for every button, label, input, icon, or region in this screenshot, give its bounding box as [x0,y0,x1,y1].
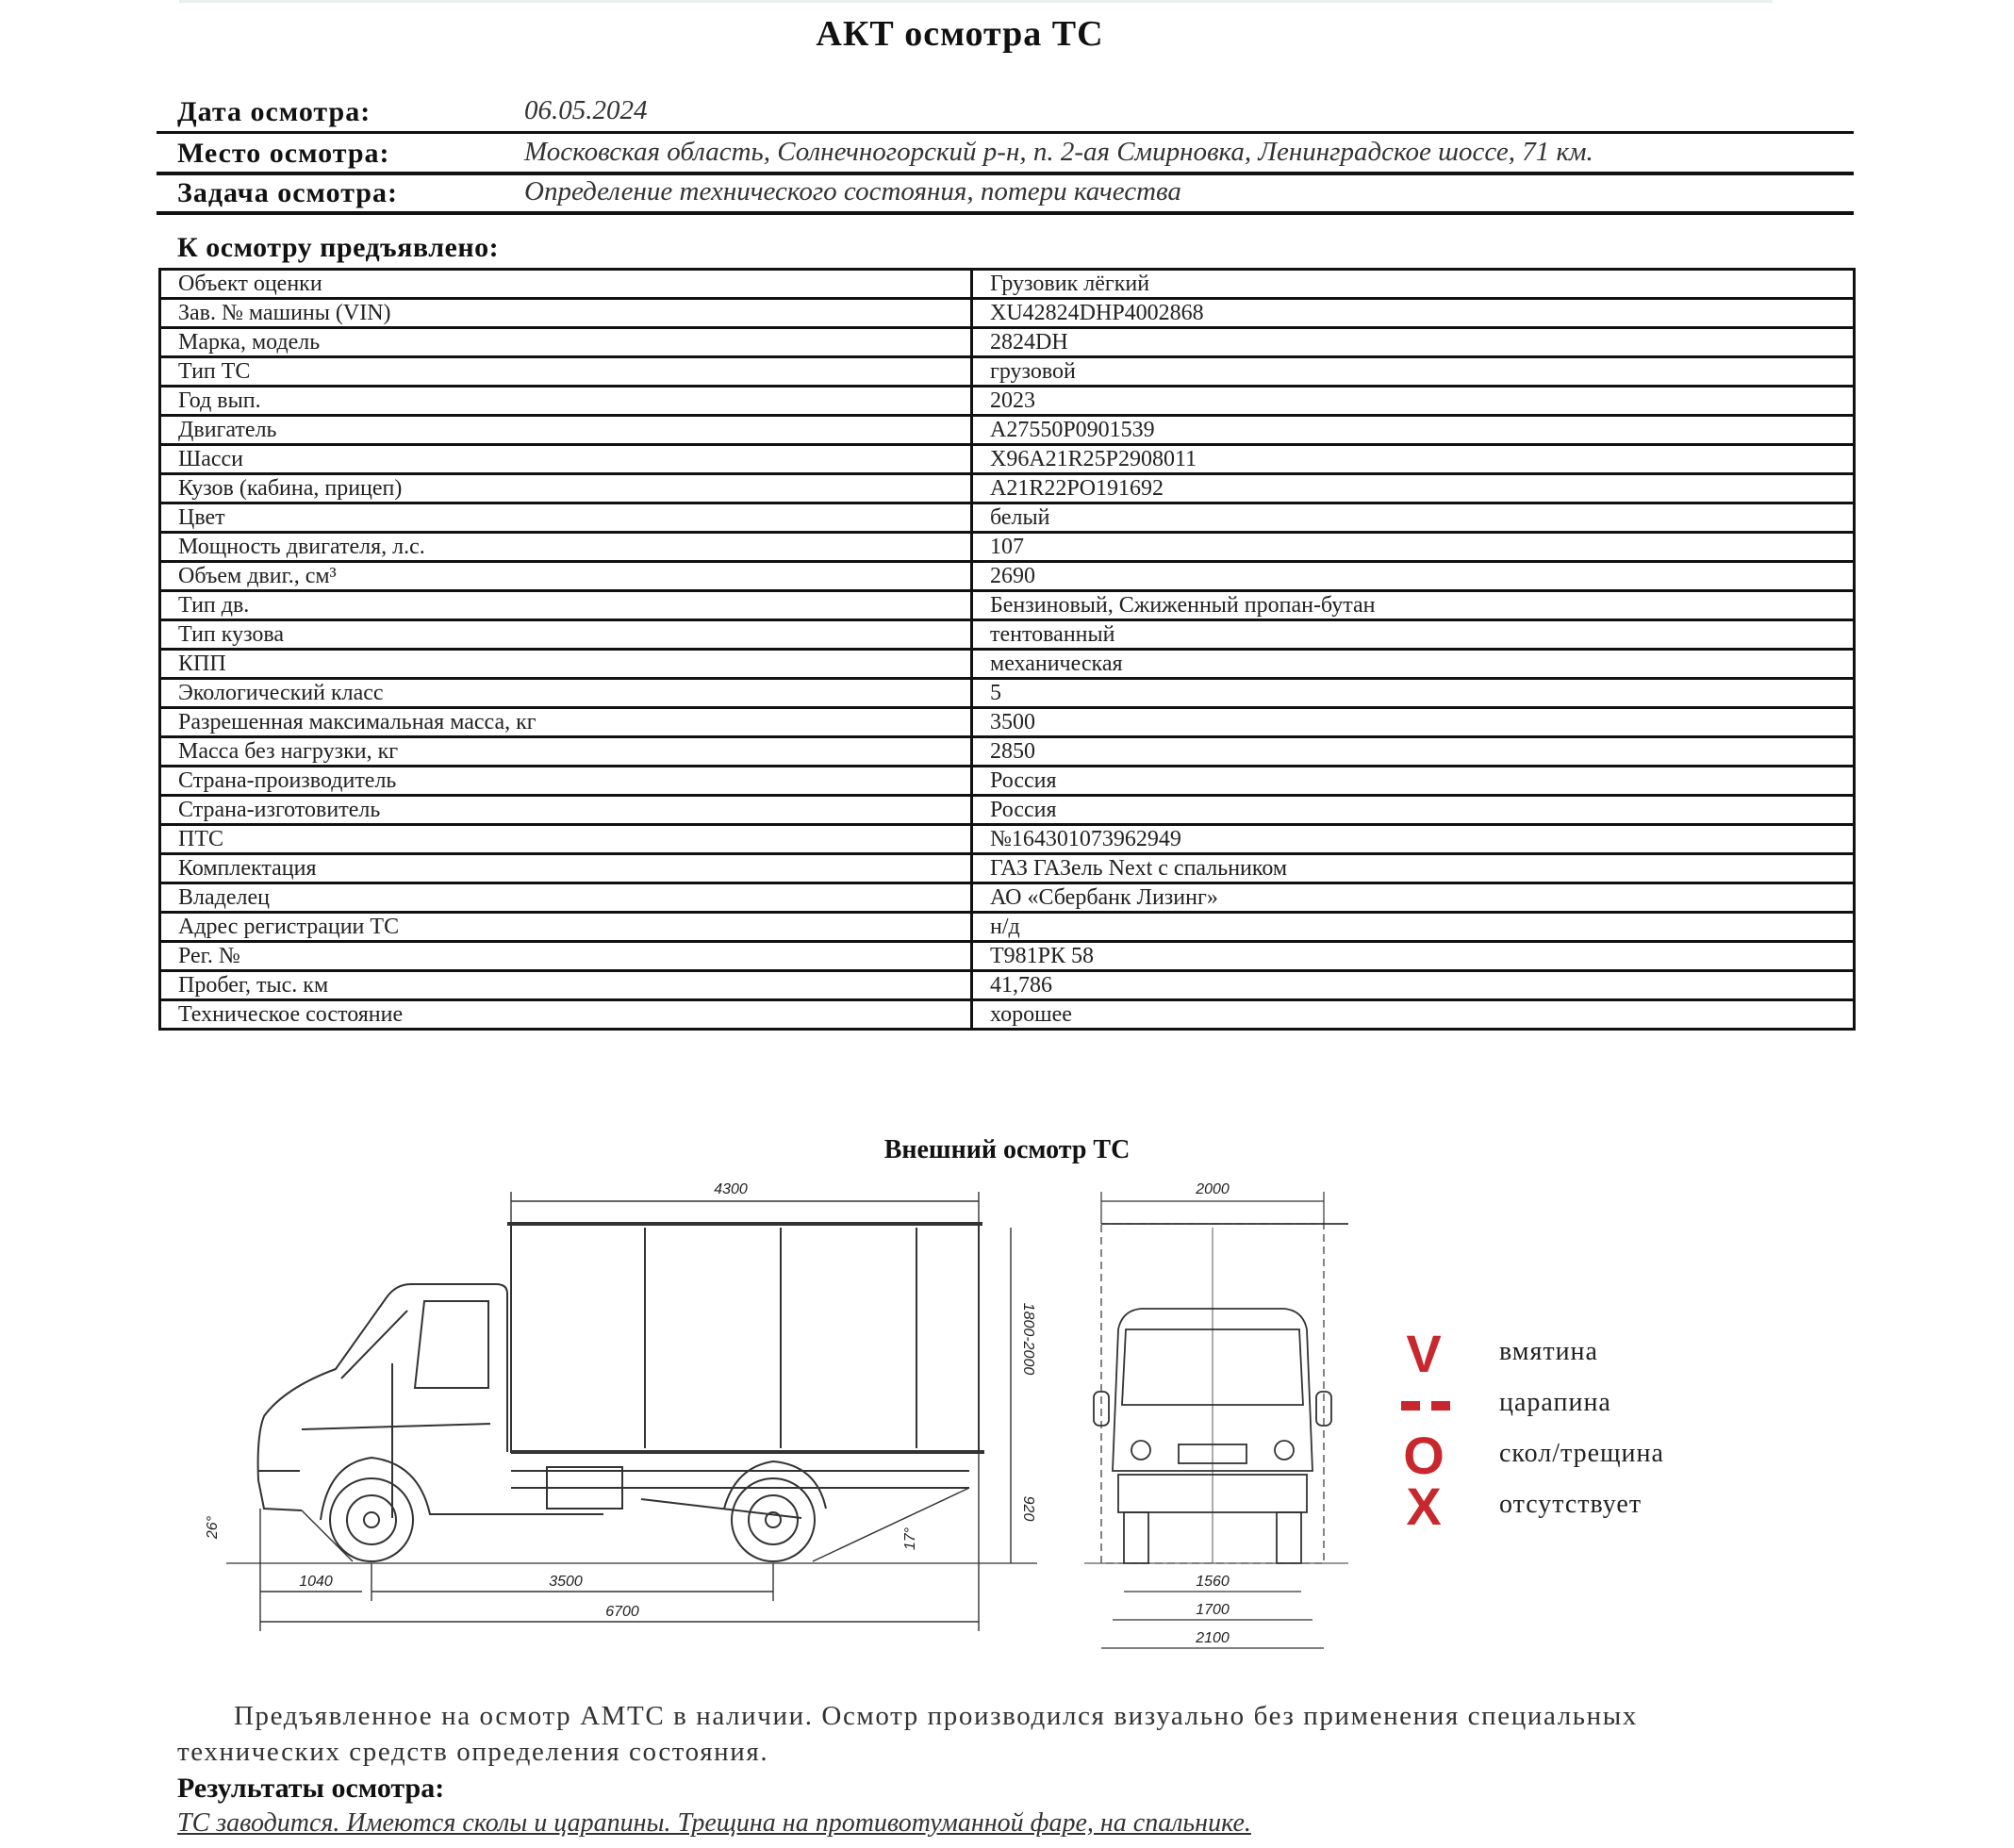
spec-row [160,270,1855,299]
spec-row [160,503,1855,533]
spec-value: 3500 [972,708,1855,737]
spec-row [160,533,1855,562]
dim-height: 1800-2000 [1020,1302,1036,1376]
spec-key: Тип ТС [160,357,972,387]
spec-row [160,913,1855,942]
dim-total-length: 6700 [605,1604,639,1620]
chip-crack-icon: O [1403,1426,1444,1485]
spec-key: Марка, модель [160,328,972,357]
spec-row [160,299,1855,328]
legend-label: отсутствует [1499,1490,1643,1519]
dim-track: 1560 [1196,1574,1230,1590]
spec-value: 107 [972,533,1855,562]
meta-task-row [157,172,1854,211]
front-wheel [330,1478,413,1561]
spec-value: АО «Сбербанк Лизинг» [972,883,1855,913]
spec-key: Зав. № машины (VIN) [160,299,972,328]
spec-value: тентованный [972,620,1855,650]
date-value: 06.05.2024 [524,95,648,125]
spec-row [160,825,1855,854]
spec-key: Двигатель [160,416,972,445]
spec-value: хорошее [972,1000,1855,1030]
cab-outline [258,1284,507,1510]
spec-row [160,854,1855,883]
spec-key: Комплектация [160,854,972,883]
results-heading: Результаты осмотра: [177,1773,445,1804]
spec-value: №164301073962949 [972,825,1855,854]
dent-icon: V [1406,1324,1442,1383]
spec-row [160,679,1855,708]
spec-key: Год вып. [160,387,972,416]
spec-value: 5 [972,679,1855,708]
spec-row [160,328,1855,357]
spec-value: XU42824DHP4002868 [972,299,1855,328]
spec-value: 41,786 [972,971,1855,1000]
legend-label: вмятина [1499,1337,1598,1366]
spec-value: A27550P0901539 [972,416,1855,445]
spec-row [160,650,1855,679]
spec-key: Цвет [160,503,972,533]
spec-value: 2850 [972,737,1855,767]
spec-value: Бензиновый, Сжиженный пропан-бутан [972,591,1855,620]
dim-wheel-width: 1700 [1196,1602,1230,1618]
rear-wheel [732,1478,815,1561]
divider [157,211,1854,215]
dim-front-overhang: 1040 [299,1574,333,1590]
dim-body-width: 2000 [1196,1181,1230,1197]
cargo-box [511,1224,979,1452]
spec-key: Техническое состояние [160,1000,972,1030]
spec-row [160,357,1855,387]
spec-key: Страна-производитель [160,767,972,796]
dim-frame-height: 920 [1020,1495,1036,1522]
inspection-note-line-1: Предъявленное на осмотр АМТС в наличии. Осмотр производился визуально без применения специальных [234,1701,1638,1731]
spec-row [160,416,1855,445]
spec-value: X96A21R25P2908011 [972,445,1855,474]
vehicle-drawing [207,1169,1377,1659]
spec-row [160,971,1855,1000]
place-value: Московская область, Солнечногорский р-н, п. 2-ая Смирновка, Ленинградское шоссе, 71 км. [524,137,1593,167]
legend-label: царапина [1499,1388,1611,1417]
spec-key: Кузов (кабина, прицеп) [160,474,972,503]
spec-key: Тип дв. [160,591,972,620]
spec-key: ПТС [160,825,972,854]
spec-key: Объем двиг., см³ [160,562,972,591]
task-label: Задача осмотра: [177,177,398,208]
vehicle-spec-table [158,268,1856,1031]
spec-row [160,562,1855,591]
dim-body-length: 4300 [714,1181,748,1197]
spec-value: н/д [972,913,1855,942]
spec-row [160,387,1855,416]
spec-key: Шасси [160,445,972,474]
spec-row [160,1000,1855,1030]
spec-value: Грузовик лёгкий [972,270,1855,299]
scan-artifact-line [179,0,1773,3]
spec-value: 2824DH [972,328,1855,357]
spec-row [160,591,1855,620]
spec-row [160,474,1855,503]
spec-row [160,942,1855,971]
dim-wheelbase: 3500 [549,1574,583,1590]
spec-value: ГАЗ ГАЗель Next с спальником [972,854,1855,883]
spec-key: Адрес регистрации ТС [160,913,972,942]
dim-approach-angle: 26° [205,1515,221,1540]
spec-value: A21R22PO191692 [972,474,1855,503]
spec-value: механическая [972,650,1855,679]
task-value: Определение технического состояния, потери качества [524,176,1181,206]
missing-icon: X [1406,1477,1442,1536]
spec-row [160,445,1855,474]
spec-value: Россия [972,767,1855,796]
spec-key: Пробег, тыс. км [160,971,972,1000]
inspection-note-line-2: технических средств определения состояния. [177,1737,769,1767]
spec-key: Страна-изготовитель [160,796,972,825]
spec-row [160,883,1855,913]
dim-total-width: 2100 [1196,1630,1230,1646]
spec-key: Владелец [160,883,972,913]
document-title: АКТ осмотра ТС [816,14,1104,54]
spec-key: Мощность двигателя, л.с. [160,533,972,562]
spec-key: Рег. № [160,942,972,971]
spec-value: Россия [972,796,1855,825]
side-view-drawing [226,1192,1037,1631]
spec-key: Экологический класс [160,679,972,708]
spec-value: грузовой [972,357,1855,387]
meta-place-row [157,132,1854,172]
spec-value: Т981РК 58 [972,942,1855,971]
spec-row [160,708,1855,737]
spec-row [160,737,1855,767]
meta-date-row [157,91,1854,130]
date-label: Дата осмотра: [177,96,371,127]
spec-row [160,620,1855,650]
spec-row [160,796,1855,825]
presented-heading: К осмотру предъявлено: [177,232,500,263]
spec-key: Разрешенная максимальная масса, кг [160,708,972,737]
cab-window [415,1301,488,1388]
place-label: Место осмотра: [177,138,390,169]
spec-key: Объект оценки [160,270,972,299]
legend-label: скол/трещина [1499,1439,1664,1468]
spec-row [160,767,1855,796]
spec-value: 2023 [972,387,1855,416]
spec-value: 2690 [972,562,1855,591]
exterior-heading: Внешний осмотр ТС [883,1135,1131,1164]
spec-key: КПП [160,650,972,679]
spec-key: Тип кузова [160,620,972,650]
dim-departure-angle: 17° [902,1526,918,1551]
spec-value: белый [972,503,1855,533]
spec-key: Масса без нагрузки, кг [160,737,972,767]
results-text: ТС заводится. Имеются сколы и царапины. Трещина на противотуманной фаре, на спальнике. [177,1808,1251,1838]
